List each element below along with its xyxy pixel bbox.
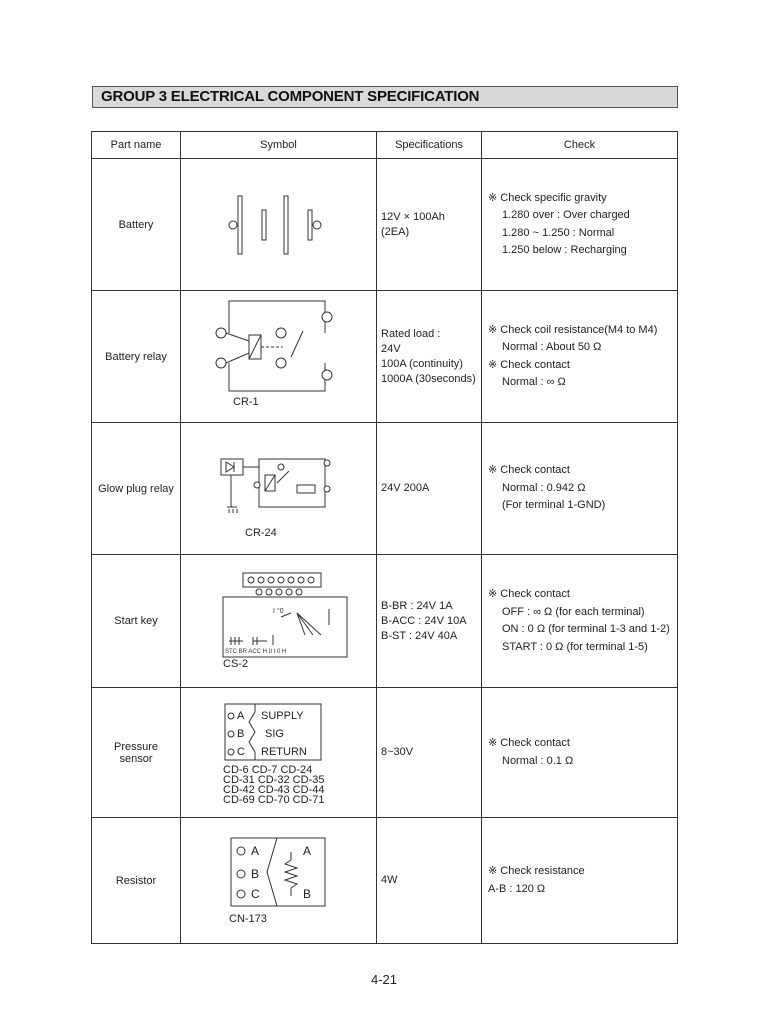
symbol-label: CN-173 — [229, 913, 267, 925]
spec-line: 100A (continuity) — [381, 357, 463, 370]
check-line: A-B : 120 Ω — [488, 882, 546, 895]
terminal-b: B — [237, 728, 245, 740]
header-specifications: Specifications — [377, 132, 482, 159]
spec-line: Rated load : — [381, 327, 441, 340]
check-cell — [482, 291, 678, 423]
table-header-row — [92, 132, 678, 159]
check-line: ※ Check contact — [488, 588, 570, 600]
page-number: 4-21 — [370, 972, 398, 987]
part-name: Resistor — [92, 818, 181, 944]
battery-relay-symbol — [181, 291, 377, 423]
terminal-a: A — [251, 844, 260, 858]
pressure-sensor-symbol — [181, 688, 377, 818]
part-name-line: Pressure — [113, 740, 159, 753]
check-line: 1.250 below : Recharging — [502, 244, 627, 256]
header-part-name: Part name — [92, 132, 181, 159]
check-line: Normal : About 50 Ω — [502, 341, 602, 353]
glow-plug-relay-symbol — [181, 423, 377, 555]
header-check: Check — [482, 132, 678, 159]
terminal-b: B — [251, 867, 260, 881]
terminal-a: A — [237, 710, 245, 722]
battery-symbol — [181, 159, 377, 291]
spec-line: 4W — [381, 874, 398, 886]
resistor-symbol — [181, 818, 377, 944]
spec-cell — [377, 818, 482, 944]
part-name-line: sensor — [119, 752, 153, 765]
spec-line: 24V 200A — [381, 482, 430, 494]
header-symbol: Symbol — [181, 132, 377, 159]
spec-line: (2EA) — [381, 225, 410, 238]
resistor-end-a: A — [303, 844, 312, 858]
pressure-sensor-symbol-icon — [181, 688, 377, 817]
check-line: Normal : 0.942 Ω — [502, 481, 586, 494]
terminal-return: RETURN — [261, 746, 307, 758]
check-line: Normal : ∞ Ω — [502, 376, 566, 388]
battery-symbol-icon — [181, 159, 377, 290]
start-key-symbol — [181, 555, 377, 688]
check-cell — [482, 555, 678, 688]
symbol-label: CR-1 — [233, 396, 259, 408]
check-line: Normal : 0.1 Ω — [502, 754, 574, 767]
terminal-supply: SUPPLY — [261, 710, 304, 722]
check-line: ※ Check resistance — [488, 865, 585, 877]
connector-codes: CD-31 CD-32 CD-35 — [223, 774, 325, 786]
check-line: 1.280 over : Over charged — [502, 209, 630, 221]
spec-line: 1000A (30seconds) — [381, 372, 476, 385]
part-name: Battery relay — [92, 291, 181, 423]
check-line: ※ Check contact — [488, 737, 570, 749]
terminal-sig: SIG — [265, 728, 284, 740]
terminal-c: C — [237, 746, 245, 758]
table-row-resistor — [92, 818, 678, 944]
check-line: (For terminal 1-GND) — [502, 499, 606, 512]
check-line: ※ Check contact — [488, 464, 570, 477]
check-line: ※ Check specific gravity — [488, 191, 607, 204]
check-cell — [482, 423, 678, 555]
spec-cell — [377, 688, 482, 818]
part-name: Start key — [92, 555, 181, 688]
section-title: GROUP 3 ELECTRICAL COMPONENT SPECIFICATION — [101, 88, 480, 105]
check-line: 1.280 ~ 1.250 : Normal — [502, 226, 615, 239]
spec-cell — [377, 159, 482, 291]
spec-line: B-ACC : 24V 10A — [381, 614, 467, 627]
section-title-bar — [92, 86, 678, 108]
spec-line: 8~30V — [381, 746, 414, 758]
table-row-glow-plug-relay — [92, 423, 678, 555]
spec-line: B-BR : 24V 1A — [381, 599, 453, 612]
check-line: ON : 0 Ω (for terminal 1-3 and 1-2) — [502, 623, 670, 635]
spec-cell — [377, 423, 482, 555]
connector-codes: CD-42 CD-43 CD-44 — [223, 784, 325, 796]
terminal-c: C — [251, 887, 260, 901]
svg-text:I °0: I °0 — [273, 608, 284, 615]
check-line: OFF : ∞ Ω (for each terminal) — [502, 605, 645, 618]
check-cell — [482, 818, 678, 944]
spec-line: B-ST : 24V 40A — [381, 629, 458, 642]
symbol-label: CS-2 — [223, 658, 249, 670]
component-spec-table — [91, 131, 678, 944]
part-name: Battery — [92, 159, 181, 291]
check-line: START : 0 Ω (for terminal 1-5) — [502, 640, 648, 653]
glow-relay-symbol-icon — [181, 423, 377, 554]
table-row-pressure-sensor — [92, 688, 678, 818]
table-row-battery-relay — [92, 291, 678, 423]
check-cell — [482, 159, 678, 291]
spec-line: 12V × 100Ah — [381, 210, 445, 223]
connector-codes: CD-69 CD-70 CD-71 — [223, 794, 325, 806]
connector-codes: CD-6 CD-7 CD-24 — [223, 764, 313, 776]
resistor-symbol-icon — [181, 818, 377, 943]
table-row-start-key — [92, 555, 678, 688]
start-key-symbol-icon — [181, 555, 377, 687]
spec-cell — [377, 291, 482, 423]
symbol-label: CR-24 — [245, 527, 277, 539]
svg-text:STC BR ACC H II I 0 H: STC BR ACC H II I 0 H — [225, 649, 287, 655]
check-cell — [482, 688, 678, 818]
part-name: Glow plug relay — [92, 423, 181, 555]
check-line: ※ Check contact — [488, 358, 570, 371]
part-name — [92, 688, 181, 818]
relay-symbol-icon — [181, 291, 377, 422]
spec-cell — [377, 555, 482, 688]
spec-line: 24V — [381, 342, 401, 355]
resistor-end-b: B — [303, 887, 312, 901]
table-row-battery — [92, 159, 678, 291]
check-line: ※ Check coil resistance(M4 to M4) — [488, 323, 658, 336]
